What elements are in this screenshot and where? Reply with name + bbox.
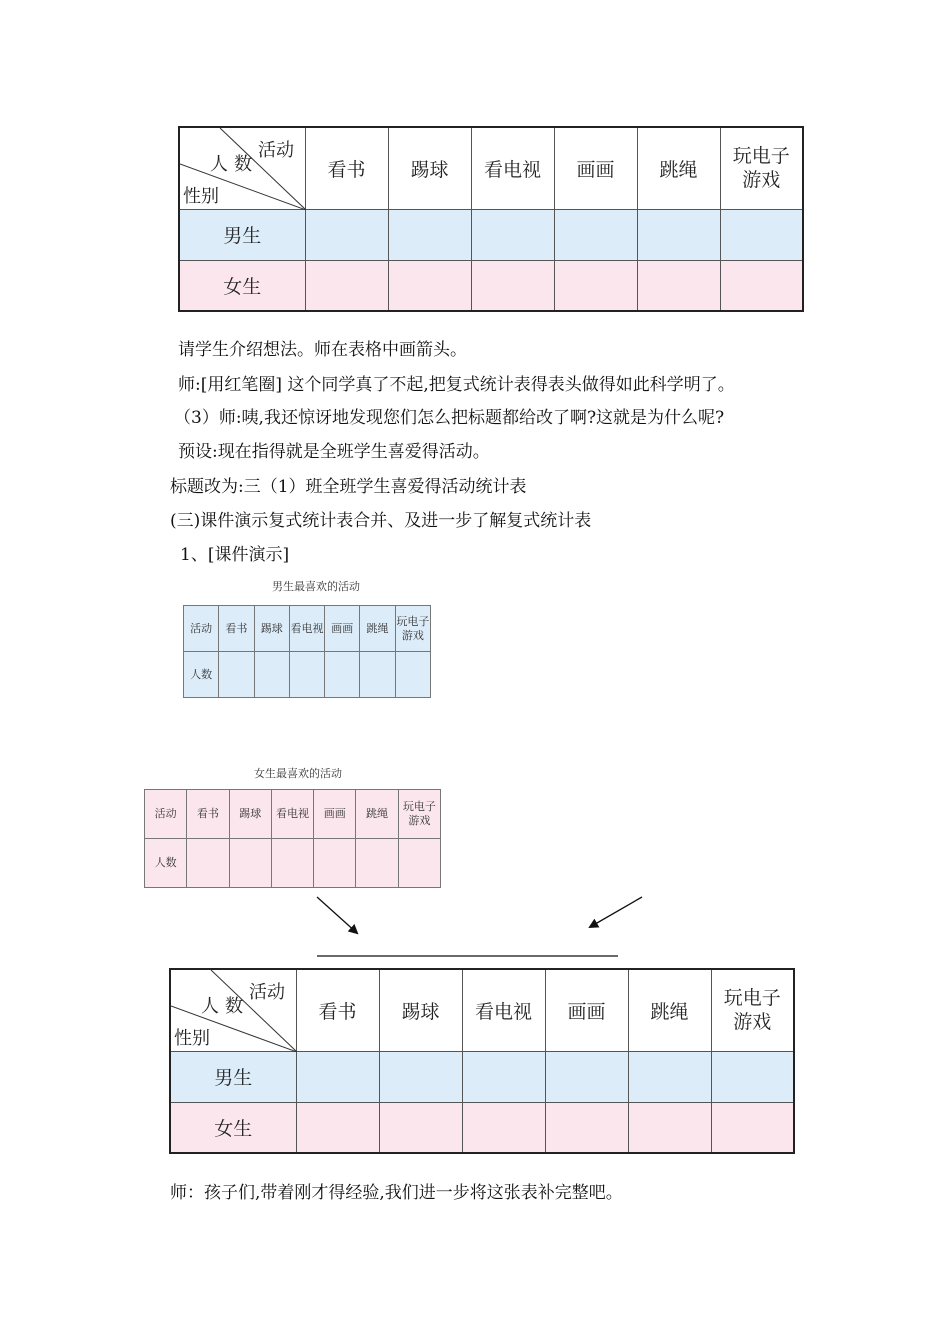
paragraph: （3）师:咦,我还惊讶地发现您们怎么把标题都给改了啊?这就是为什么呢? [174, 408, 725, 428]
column-header: 看书 [187, 790, 229, 839]
table-cell [360, 652, 395, 698]
header-label: 活动 [145, 790, 187, 839]
column-header: 画画 [554, 127, 637, 209]
column-header: 跳绳 [637, 127, 720, 209]
table-cell [628, 1102, 711, 1153]
column-header: 踢球 [388, 127, 471, 209]
table-cell [720, 209, 803, 260]
diagonal-header-cell [179, 127, 305, 209]
column-header: 跳绳 [360, 606, 395, 652]
table-cell [554, 209, 637, 260]
column-header: 跳绳 [628, 969, 711, 1051]
column-header: 看电视 [462, 969, 545, 1051]
row-label-girls: 女生 [170, 1102, 296, 1153]
corner-activity-label: 活动 [258, 140, 294, 161]
merge-arrows [300, 890, 660, 965]
column-header: 看电视 [271, 790, 313, 839]
header-label: 活动 [184, 606, 219, 652]
column-header: 画画 [545, 969, 628, 1051]
table-cell [305, 260, 388, 311]
table-cell [545, 1051, 628, 1102]
row-label-boys: 男生 [179, 209, 305, 260]
girls-activity-table [144, 789, 441, 888]
column-header: 跳绳 [356, 790, 398, 839]
table-cell [637, 260, 720, 311]
table-cell [711, 1051, 794, 1102]
corner-gender-label: 性别 [174, 1028, 210, 1049]
column-header: 看书 [219, 606, 254, 652]
table-cell [462, 1102, 545, 1153]
right-arrow [590, 897, 642, 927]
table-cell [471, 260, 554, 311]
table-cell [388, 209, 471, 260]
paragraph: 标题改为:三（1）班全班学生喜爱得活动统计表 [170, 477, 527, 497]
column-header: 玩电子 游戏 [398, 790, 440, 839]
table-cell [395, 652, 430, 698]
column-header: 玩电子 游戏 [720, 127, 803, 209]
table-cell [554, 260, 637, 311]
table-cell [628, 1051, 711, 1102]
column-header: 看书 [305, 127, 388, 209]
table-cell [720, 260, 803, 311]
table-cell [711, 1102, 794, 1153]
table-cell [229, 839, 271, 888]
column-header: 看书 [296, 969, 379, 1051]
corner-count-label: 人数 [201, 996, 249, 1017]
table-cell [296, 1051, 379, 1102]
table-cell [379, 1102, 462, 1153]
column-header: 玩电子 游戏 [395, 606, 430, 652]
table-cell [305, 209, 388, 260]
table-cell [325, 652, 360, 698]
paragraph: 师:[用红笔圈] 这个同学真了不起,把复式统计表得表头做得如此科学明了。 [178, 375, 735, 395]
table-cell [388, 260, 471, 311]
combined-table-1 [178, 126, 804, 312]
column-header: 踢球 [254, 606, 289, 652]
table-cell [289, 652, 324, 698]
column-header: 踢球 [229, 790, 271, 839]
boys-table-title: 男生最喜欢的活动 [272, 580, 360, 593]
boys-activity-table [183, 605, 431, 698]
column-header: 看电视 [471, 127, 554, 209]
row-label-girls: 女生 [179, 260, 305, 311]
closing-paragraph: 师：孩子们,带着刚才得经验,我们进一步将这张表补完整吧。 [170, 1183, 623, 1203]
table-cell [187, 839, 229, 888]
paragraph: 预设:现在指得就是全班学生喜爱得活动。 [178, 442, 490, 462]
column-header: 玩电子 游戏 [711, 969, 794, 1051]
row-label: 人数 [145, 839, 187, 888]
table-cell [379, 1051, 462, 1102]
table-cell [462, 1051, 545, 1102]
table-cell [296, 1102, 379, 1153]
paragraph: 1、[课件演示] [180, 545, 290, 565]
table-cell [254, 652, 289, 698]
table-cell [471, 209, 554, 260]
table-cell [314, 839, 356, 888]
column-header: 踢球 [379, 969, 462, 1051]
table-cell [271, 839, 313, 888]
table-cell [219, 652, 254, 698]
paragraph: 请学生介绍想法。师在表格中画箭头。 [178, 340, 467, 360]
diagonal-header-cell [170, 969, 296, 1051]
column-header: 画画 [314, 790, 356, 839]
girls-table-title: 女生最喜欢的活动 [254, 767, 342, 780]
column-header: 画画 [325, 606, 360, 652]
table-cell [356, 839, 398, 888]
row-label: 人数 [184, 652, 219, 698]
combined-table-2 [169, 968, 795, 1154]
table-cell [637, 209, 720, 260]
table-cell [398, 839, 440, 888]
paragraph: (三)课件演示复式统计表合并、及进一步了解复式统计表 [170, 511, 592, 531]
corner-gender-label: 性别 [183, 186, 219, 207]
left-arrow [317, 897, 357, 933]
column-header: 看电视 [289, 606, 324, 652]
row-label-boys: 男生 [170, 1051, 296, 1102]
corner-activity-label: 活动 [249, 982, 285, 1003]
table-cell [545, 1102, 628, 1153]
corner-count-label: 人数 [210, 154, 258, 175]
